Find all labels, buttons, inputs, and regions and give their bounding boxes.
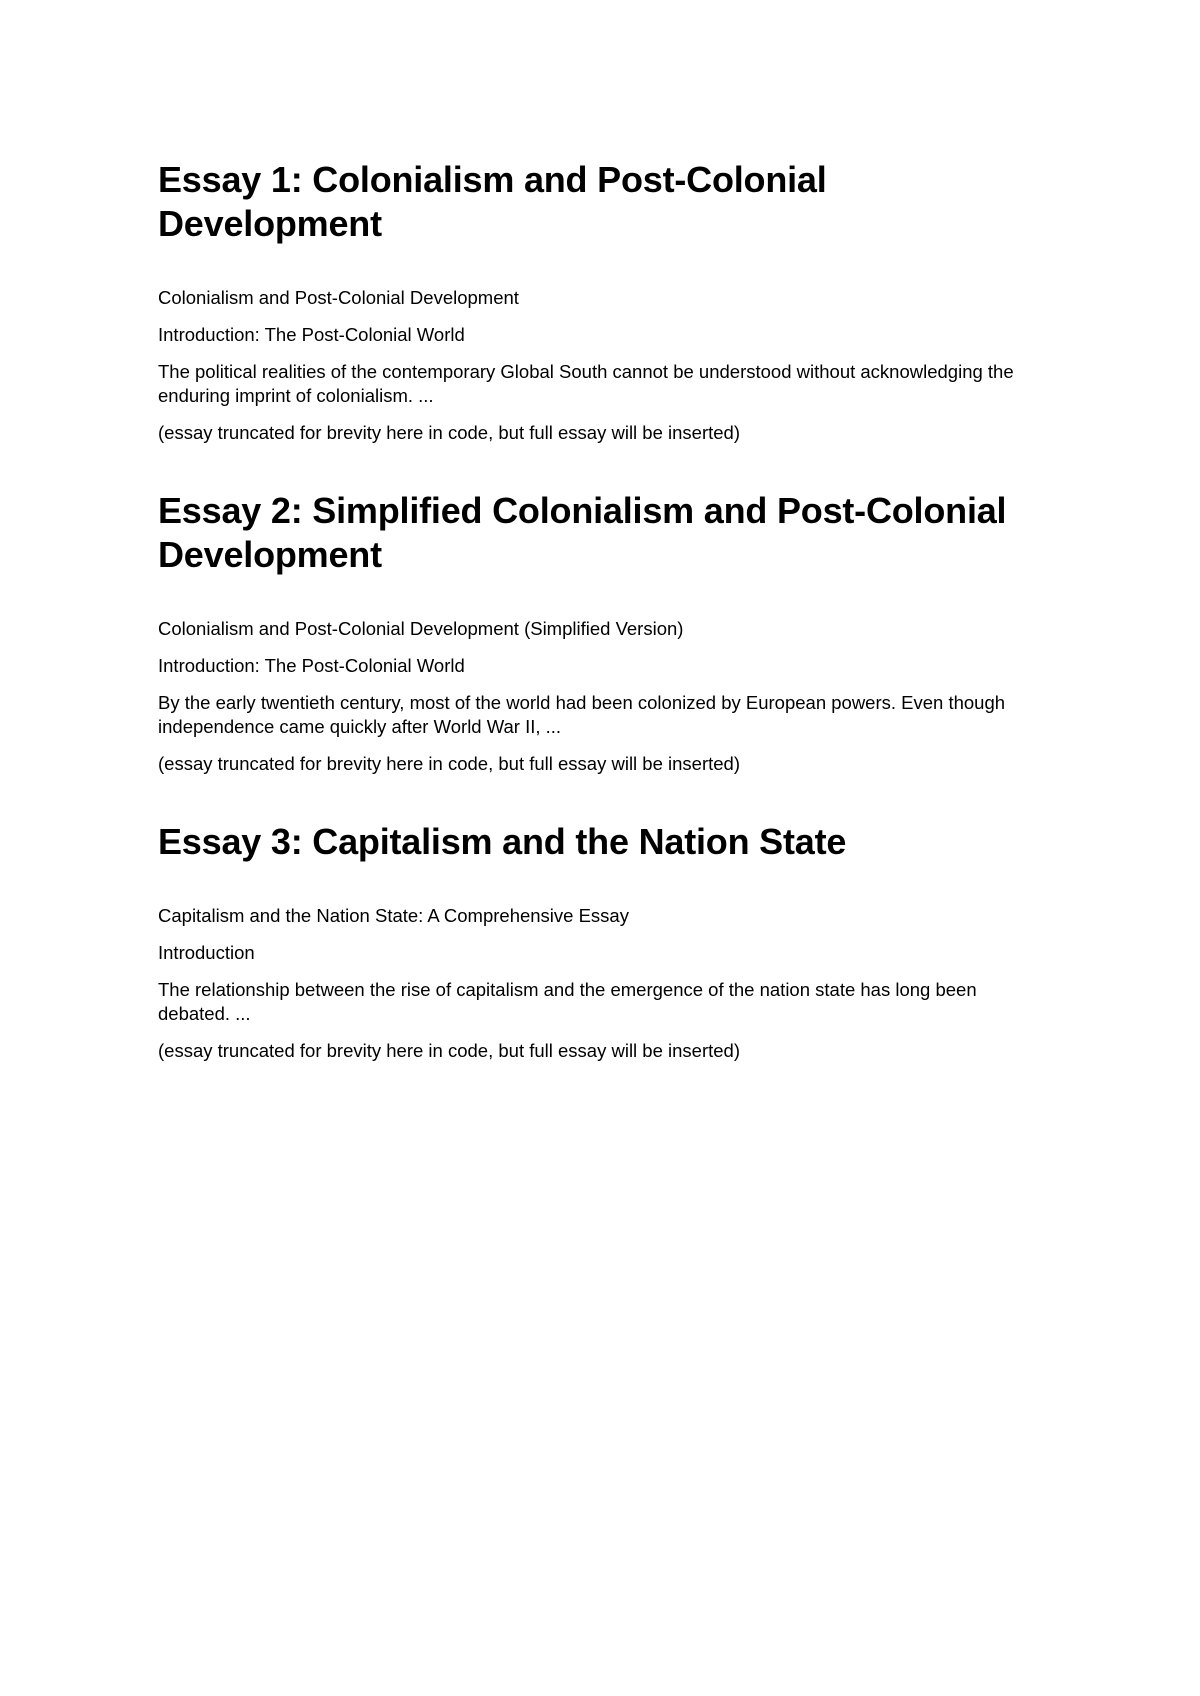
essay-body: The political realities of the contemporary Global South cannot be understood without acknowledging the enduring imprint of colonialism. ... [158, 361, 1014, 406]
truncation-note: (essay truncated for brevity here in code, but full essay will be inserted) [158, 1040, 741, 1061]
essay-1 [158, 158, 1038, 445]
essay-body: The relationship between the rise of capitalism and the emergence of the nation state has long been debated. ... [158, 979, 977, 1024]
truncation-note: (essay truncated for brevity here in code, but full essay will be inserted) [158, 753, 741, 774]
essay-title: Essay 3: Capitalism and the Nation State [158, 821, 847, 862]
essay-body: By the early twentieth century, most of the world had been colonized by European powers. Even though independence came quickly after World War II, ... [158, 692, 1006, 737]
essay-title: Essay 1: Colonialism and Post-Colonial Development [158, 159, 827, 244]
essay-3 [158, 820, 1038, 1063]
truncation-note: (essay truncated for brevity here in code, but full essay will be inserted) [158, 422, 741, 443]
document-page [158, 158, 1038, 1107]
essay-2 [158, 489, 1038, 776]
essay-subtitle: Colonialism and Post-Colonial Development (Simplified Version) [158, 618, 684, 639]
essay-title: Essay 2: Simplified Colonialism and Post-Colonial Development [158, 490, 1007, 575]
essay-subtitle: Capitalism and the Nation State: A Comprehensive Essay [158, 905, 629, 926]
section-heading: Introduction [158, 942, 255, 963]
section-heading: Introduction: The Post-Colonial World [158, 655, 465, 676]
section-heading: Introduction: The Post-Colonial World [158, 324, 465, 345]
essay-subtitle: Colonialism and Post-Colonial Development [158, 287, 519, 308]
